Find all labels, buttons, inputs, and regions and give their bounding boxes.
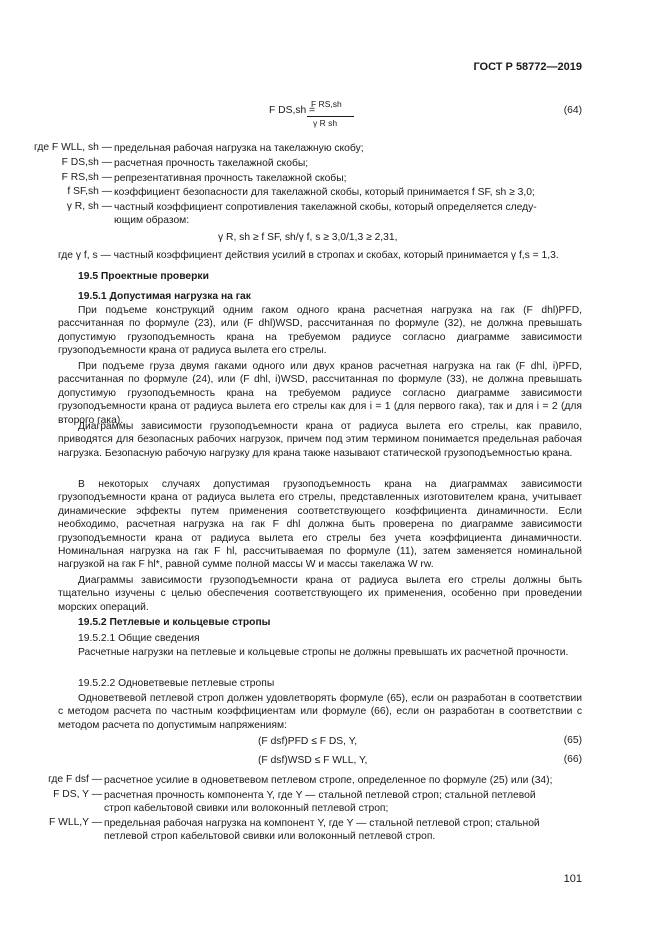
section-19-5-2-2-heading: 19.5.2.2 Одноветвевые петлевые стропы [78,678,275,689]
section-19-5-2-1-heading: 19.5.2.1 Общие сведения [78,633,200,644]
where-text: репрезентативная прочность такелажной скобы; [114,173,347,184]
where-symbol: F RS,sh — [61,172,112,183]
formula-65: (F dsf)PFD ≤ F DS, Y, [258,736,358,747]
formula-64-numerator: F RS,sh [311,99,342,109]
where-text: расчетное усилие в одноветвевом петлевом стропе, определенное по формуле (25) или (34); [104,775,553,786]
where-symbol: где F dsf — [48,774,102,785]
formula-64-denominator: γ R sh [313,118,338,128]
where-text: частный коэффициент сопротивления такелажной скобы, который определяется следу- [114,202,537,213]
where-text: ющим образом: [114,215,190,226]
where-text: расчетная прочность такелажной скобы; [114,158,309,169]
section-19-5-2-heading: 19.5.2 Петлевые и кольцевые стропы [78,617,271,628]
paragraph-5: Диаграммы зависимости грузоподъемности крана от радиуса вылета его стрелы должны быть тщательно изучены с целью обеспечения соответствующего их применения, особенно при проведении морских операций. [58,575,582,613]
where-text: коэффициент безопасности для такелажной скобы, который принимается f SF, sh ≥ 3,0; [114,187,535,198]
formula-64-lhs: F DS,sh = [269,105,316,116]
formula-66-number: (66) [563,754,582,765]
where-symbol: где F WLL, sh — [34,142,112,153]
where-text: строп кабельтовой свивки или волоконный петлевой строп; [104,803,389,814]
paragraph-3: Диаграммы зависимости грузоподъемности крана от радиуса вылета его стрелы, как правило, приводятся для безопасных рабочих нагрузок, причем под этим термином понимается предельная рабочая нагрузка. Безопасную рабочую нагрузку для крана также называют статической грузоподъемностью крана. [58,421,582,459]
section-19-5-1-heading: 19.5.1 Допустимая нагрузка на гак [78,291,251,302]
where-symbol: f SF,sh — [67,186,112,197]
where-symbol: F WLL,Y — [48,817,102,828]
doc-header: ГОСТ Р 58772—2019 [473,61,582,73]
where-text: расчетная прочность компонента Y, где Y — стальной петлевой строп; стальной петлевой [104,790,536,801]
formula-64-number: (64) [563,105,582,116]
paragraph-1: При подъеме конструкций одним гаком одного крана расчетная нагрузка на гак (F dhl)PFD, рассчитанная по формуле (23), или (F dhl)WSD, рассчитанная по формуле (32), не должна превышать допустимую грузоподъемность крана на требуемом радиусе согласно диаграмме зависимости грузоподъемности крана от радиуса вылета его стрелы. [58,305,582,357]
gamma-f-definition: где γ f, s — частный коэффициент действия усилий в стропах и скобах, который принимается γ f,s = 1,3. [58,250,559,261]
paragraph-2: При подъеме груза двумя гаками одного или двух кранов расчетная нагрузка на гак (F dhl, i)PFD, рассчитанная по формуле (24), или (F dhl, i)WSD, рассчитанная по формуле (33), не должна превышать допустимую грузоподъемность крана на требуемом радиусе согласно диаграмме зависимости грузоподъемности крана от радиуса вылета его стрелы как для i = 1 (для первого гака), так и для i = 2 (для второго гака). [58,361,582,426]
where-text: предельная рабочая нагрузка на такелажную скобу; [114,143,364,154]
fraction-bar [307,116,354,117]
section-19-5-heading: 19.5 Проектные проверки [78,271,209,282]
gamma-equation: γ R, sh ≥ f SF, sh/γ f, s ≥ 3,0/1,3 ≥ 2,31, [218,232,398,243]
paragraph-7: Одноветвевой петлевой строп должен удовлетворять формуле (65), если он разработан в соответствии с методом расчета по частным коэффициентам или формуле (66), если он разработан в соответствии с методом расчета по допустимым напряжениям: [58,693,582,731]
where-symbol: γ R, sh — [66,201,112,212]
formula-65-number: (65) [563,735,582,746]
paragraph-4: В некоторых случаях допустимая грузоподъемность крана на диаграммах зависимости грузоподъемности крана от радиуса вылета его стрелы, представленных изготовителем крана, учитывает динамические эффекты путем применения соответствующего коэффициента динамичности. Если необходимо, расчетная нагрузка на гак F dhl должна быть проверена по диаграмме зависимости грузоподъемности крана от радиуса вылета его стрелы без учета коэффициента динамичности. Номинальная нагрузка на гак F hl, рассчитываемая по формуле (11), затем заменяется номинальной нагрузкой на гак F hl*, равной сумме полной массы W и массы такелажа W rw. [58,479,582,571]
paragraph-6: Расчетные нагрузки на петлевые и кольцевые стропы не должны превышать их расчетной прочности. [78,647,569,658]
where-symbol: F DS, Y — [53,789,102,800]
where-text: предельная рабочая нагрузка на компонент Y, где Y — стальной петлевой строп; стальной [104,818,540,829]
formula-66: (F dsf)WSD ≤ F WLL, Y, [258,755,368,766]
page-number: 101 [563,873,582,885]
where-symbol: F DS,sh — [61,157,112,168]
where-text: петлевой строп кабельтовой свивки или волоконный петлевой строп. [104,831,436,842]
